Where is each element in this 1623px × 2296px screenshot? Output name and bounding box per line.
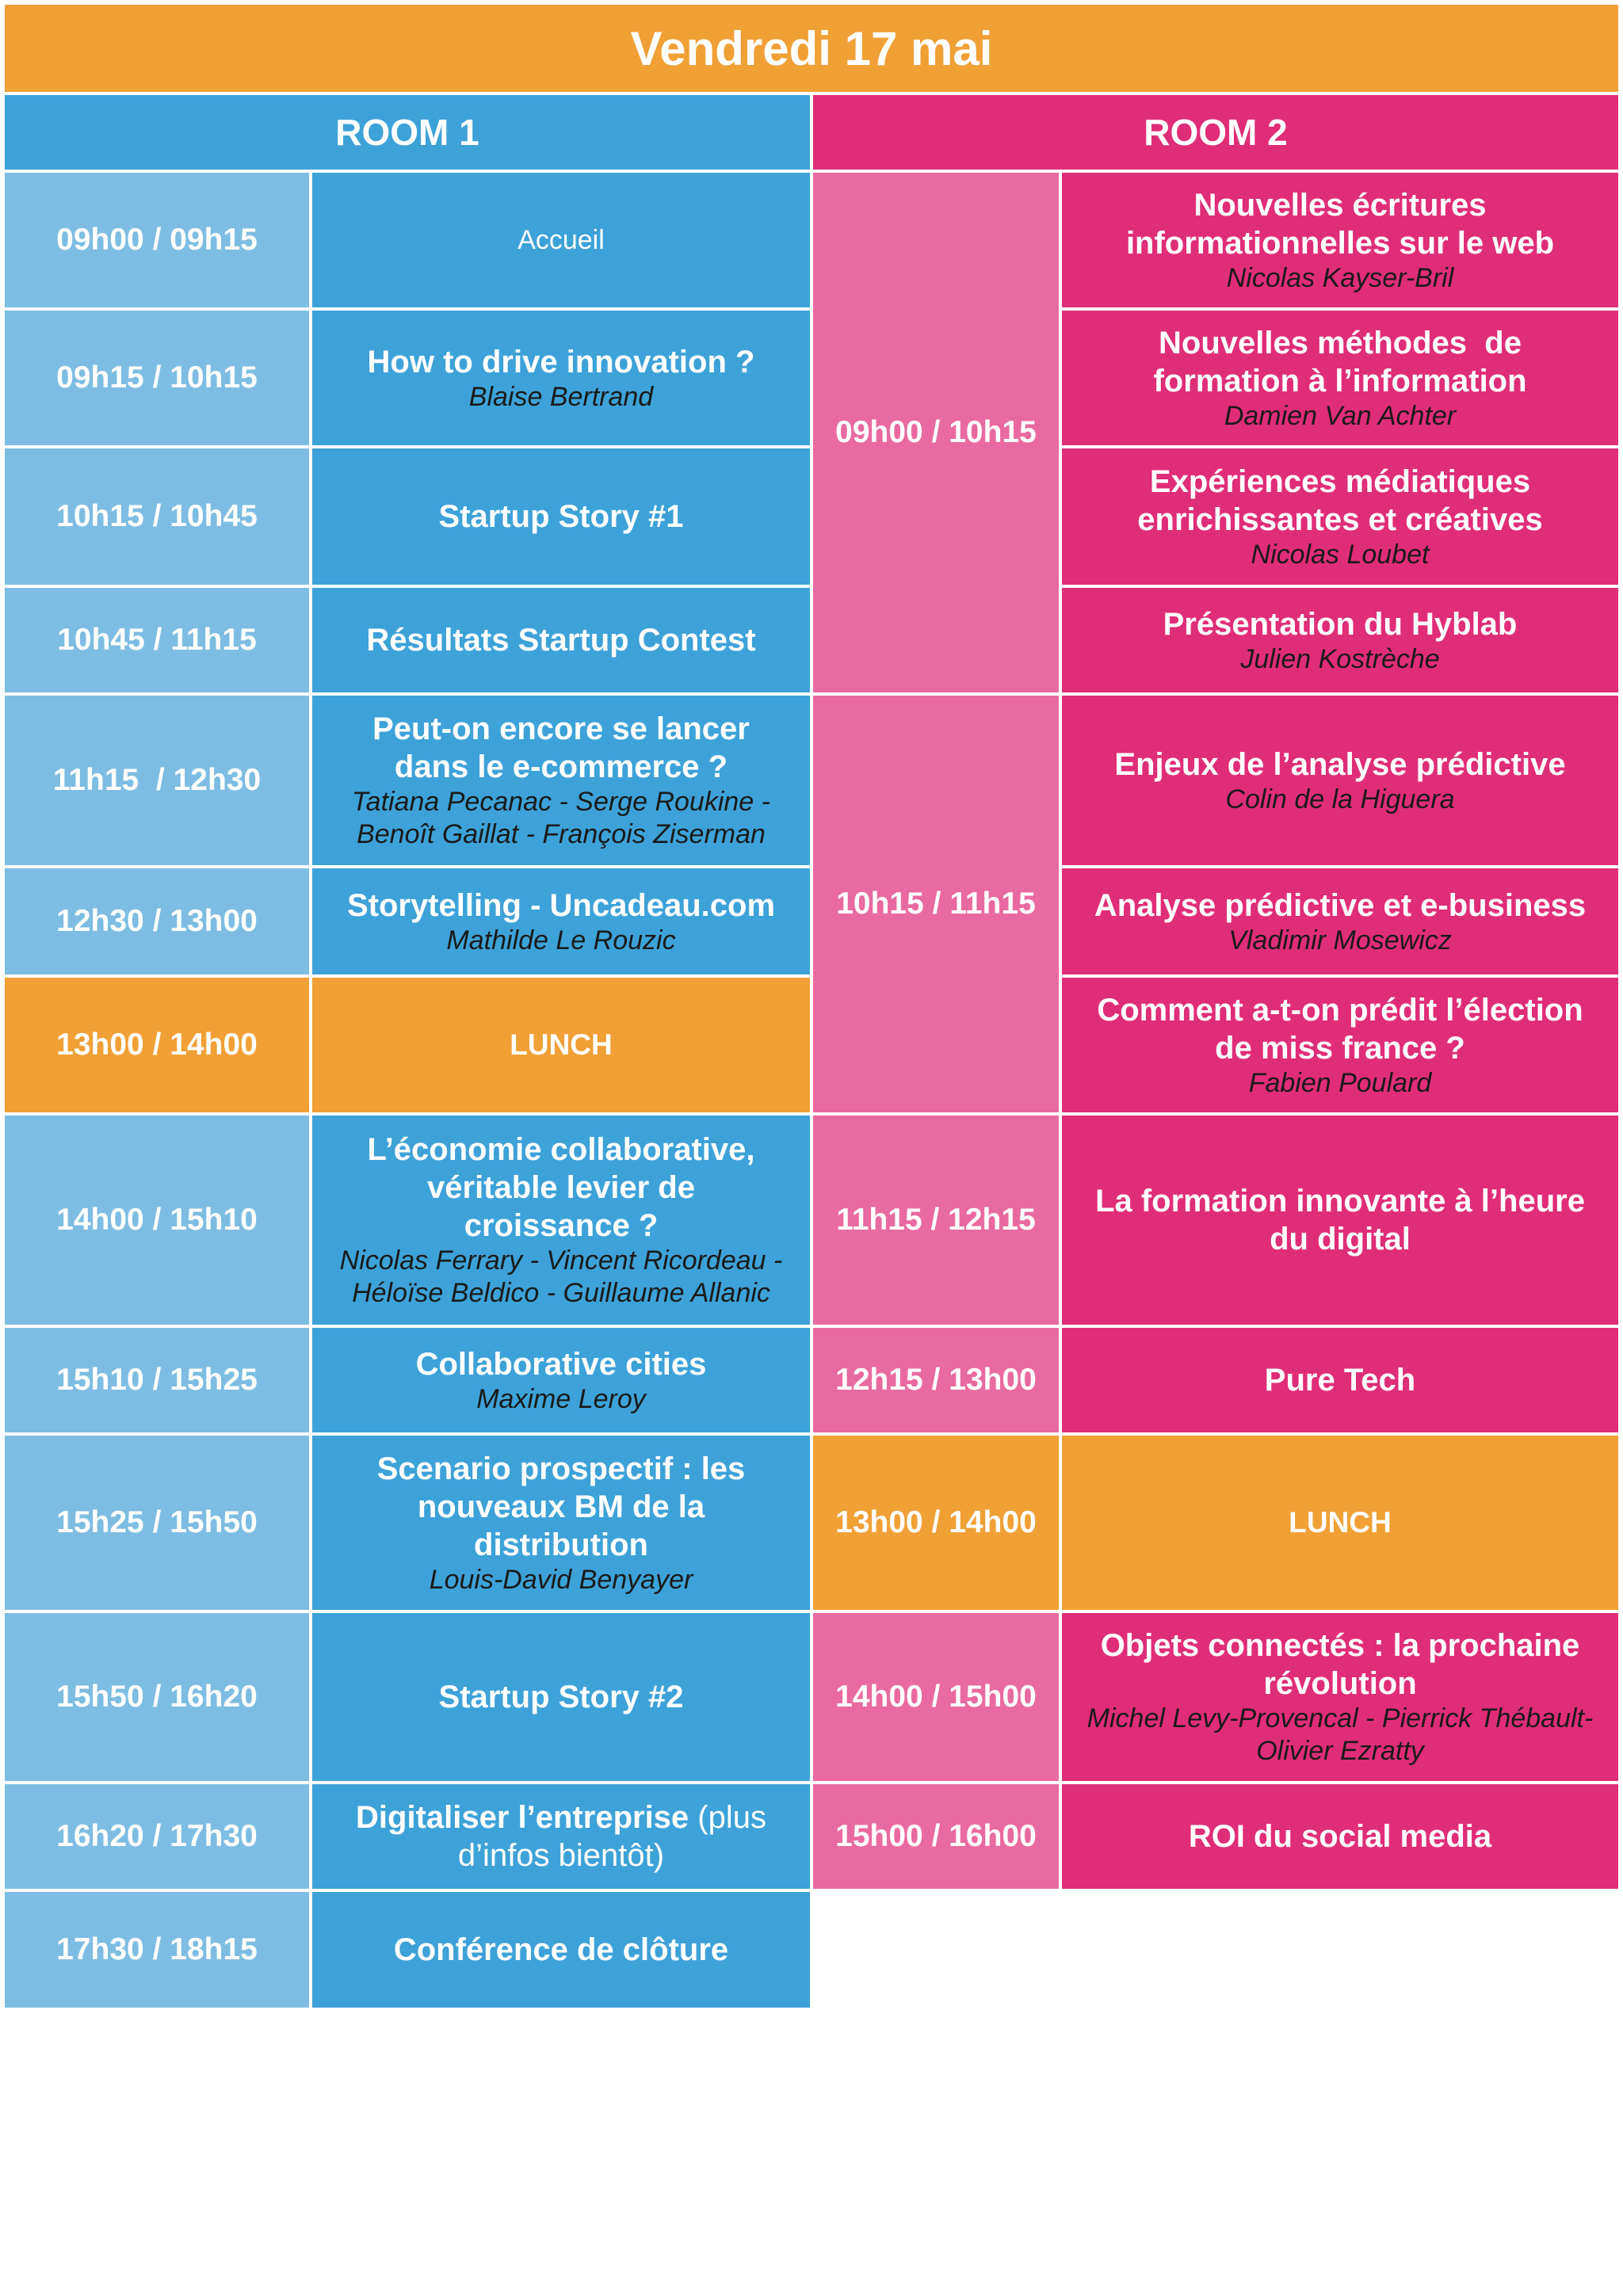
session-title: ROI du social media <box>1188 1819 1492 1854</box>
session-speakers: Fabien Poulard <box>1248 1067 1432 1098</box>
room1-session <box>312 1892 810 2008</box>
session-title: Enjeux de l’analyse prédictive <box>1114 746 1566 782</box>
session-title: Peut-on encore se lancer <box>372 711 750 746</box>
session-title: enrichissantes et créatives <box>1137 502 1543 537</box>
room1-session <box>312 1613 810 1781</box>
room1-session <box>312 1328 810 1432</box>
session-title: Pure Tech <box>1264 1363 1416 1398</box>
session-speakers: Nicolas Ferrary - Vincent Ricordeau - <box>339 1245 783 1276</box>
session-speakers: Tatiana Pecanac - Serge Roukine - <box>352 787 770 817</box>
session-title: de miss france ? <box>1215 1030 1465 1066</box>
session-title: Storytelling - Uncadeau.com <box>346 887 776 923</box>
room1-time-slot: 09h15 / 10h15 <box>5 311 309 445</box>
session-title: informationnelles sur le web <box>1125 225 1555 261</box>
session-title: Résultats Startup Contest <box>366 623 756 658</box>
session-title: La formation innovante à l’heure <box>1095 1184 1585 1219</box>
room2-session <box>1062 448 1618 585</box>
room1-session <box>312 1784 810 1889</box>
room1-time-slot: 12h30 / 13h00 <box>5 868 309 974</box>
room1-session <box>312 448 810 585</box>
session-speakers: Mathilde Le Rouzic <box>446 925 676 955</box>
session-title: distribution <box>474 1527 648 1562</box>
session-title: révolution <box>1263 1666 1417 1701</box>
room2-session <box>1062 1328 1618 1432</box>
room2-session <box>1062 588 1618 692</box>
session-title: LUNCH <box>510 1028 613 1061</box>
session-speakers: Louis-David Benyayer <box>429 1564 693 1595</box>
room2-session <box>1062 311 1618 445</box>
session-speakers: Nicolas Kayser-Bril <box>1226 262 1454 293</box>
room1-time-slot: 10h15 / 10h45 <box>5 448 309 585</box>
session-speakers: Vladimir Mosewicz <box>1228 925 1452 955</box>
room1-time-slot: 15h25 / 15h50 <box>5 1436 309 1610</box>
session-title: véritable levier de <box>427 1170 695 1205</box>
session-title: Nouvelles écritures <box>1193 187 1487 223</box>
room2-time-slot: 12h15 / 13h00 <box>813 1328 1059 1432</box>
session-speakers: Blaise Bertrand <box>468 381 654 412</box>
session-title: nouveaux BM de la <box>417 1489 705 1524</box>
session-speakers: Michel Levy-Provencal - Pierrick Thébault- <box>1086 1703 1594 1733</box>
session-title: croissance ? <box>464 1208 659 1243</box>
room1-time-slot: 15h50 / 16h20 <box>5 1613 309 1781</box>
session-title: Startup Story #1 <box>438 499 684 534</box>
room1-session <box>312 696 810 865</box>
session-speakers: Olivier Ezratty <box>1256 1736 1424 1766</box>
session-title: Collaborative cities <box>415 1346 707 1382</box>
session-title: d’infos bientôt) <box>457 1838 665 1873</box>
room1-time-slot: 09h00 / 09h15 <box>5 173 309 307</box>
session-speakers: Damien Van Achter <box>1224 400 1457 431</box>
session-title: Expériences médiatiques <box>1149 463 1531 499</box>
session-title: Scenario prospectif : les <box>376 1451 746 1486</box>
session-title: Digitaliser l’entreprise (plus <box>356 1800 766 1835</box>
room1-time-slot: 16h20 / 17h30 <box>5 1784 309 1889</box>
room1-time-slot: 15h10 / 15h25 <box>5 1328 309 1432</box>
session-title: formation à l’information <box>1153 363 1527 399</box>
room2-session <box>1062 696 1618 865</box>
session-speakers: Colin de la Higuera <box>1225 784 1455 814</box>
session-title: Accueil <box>517 224 605 255</box>
room1-session <box>312 1116 810 1325</box>
room1-time-slot: 10h45 / 11h15 <box>5 588 309 692</box>
room2-label: ROOM 2 <box>1144 112 1288 153</box>
day-title-bar <box>5 5 1618 92</box>
room2-session <box>1062 1116 1618 1325</box>
room2-session <box>1062 1784 1618 1889</box>
room2-time-slot: 14h00 / 15h00 <box>813 1613 1059 1781</box>
room1-time-slot: 11h15 / 12h30 <box>5 696 309 865</box>
session-title: du digital <box>1270 1222 1411 1257</box>
room1-session <box>312 311 810 445</box>
session-title: Présentation du Hyblab <box>1163 606 1518 642</box>
session-speakers: Julien Kostrèche <box>1240 643 1440 674</box>
room1-session <box>312 1436 810 1610</box>
session-title: dans le e-commerce ? <box>394 749 728 784</box>
room2-session <box>1062 1613 1618 1781</box>
room1-time-slot: 17h30 / 18h15 <box>5 1892 309 2008</box>
room1-time-slot: 13h00 / 14h00 <box>5 978 309 1112</box>
room2-session <box>1062 978 1618 1112</box>
room2-session <box>1062 868 1618 974</box>
room1-session-lunch <box>312 978 810 1112</box>
room1-header <box>5 95 810 170</box>
room2-session <box>1062 173 1618 307</box>
room1-session <box>312 173 810 307</box>
session-speakers: Héloïse Beldico - Guillaume Allanic <box>352 1278 770 1308</box>
room2-time-slot: 13h00 / 14h00 <box>813 1436 1059 1610</box>
room2-session-lunch <box>1062 1436 1618 1610</box>
room2-time-slot: 09h00 / 10h15 <box>813 173 1059 692</box>
session-title: How to drive innovation ? <box>367 344 755 379</box>
session-title: Analyse prédictive et e-business <box>1094 887 1587 923</box>
session-speakers: Nicolas Loubet <box>1251 539 1430 570</box>
room2-header <box>813 95 1618 170</box>
session-speakers: Maxime Leroy <box>476 1383 646 1414</box>
room1-session <box>312 588 810 692</box>
room2-time-slot: 10h15 / 11h15 <box>813 696 1059 1112</box>
session-title: Conférence de clôture <box>393 1932 729 1967</box>
room1-time-slot: 14h00 / 15h10 <box>5 1116 309 1325</box>
session-title: Objets connectés : la prochaine <box>1100 1628 1580 1663</box>
day-title: Vendredi 17 mai <box>630 21 993 75</box>
room2-time-slot: 11h15 / 12h15 <box>813 1116 1059 1325</box>
session-title: LUNCH <box>1289 1506 1392 1539</box>
room1-label: ROOM 1 <box>335 112 479 153</box>
room1-session <box>312 868 810 974</box>
session-title: Comment a-t-on prédit l’élection <box>1097 992 1583 1028</box>
session-title: L’économie collaborative, <box>367 1132 755 1167</box>
room2-time-slot: 15h00 / 16h00 <box>813 1784 1059 1889</box>
session-speakers: Benoît Gaillat - François Ziserman <box>357 819 766 849</box>
session-title: Nouvelles méthodes de <box>1159 325 1522 360</box>
session-title: Startup Story #2 <box>438 1680 684 1714</box>
